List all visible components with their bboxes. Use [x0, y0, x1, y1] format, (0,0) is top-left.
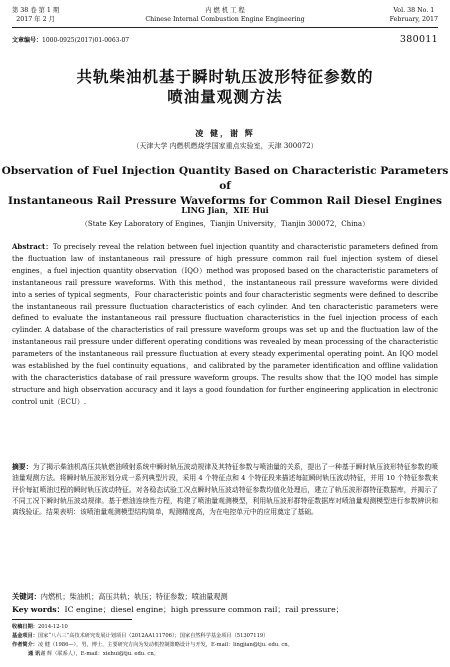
- title-cn-line1: 共轨柴油机基于瞬时轨压波形特征参数的: [76, 67, 374, 86]
- footnote-fund: [12, 632, 438, 640]
- abstract-cn-text: 为了揭示柴油机高压共轨燃油喷射系统中瞬时轨压波动规律及其特征参数与喷油量的关系，提出了一种基于瞬时轨压波形特征参数的喷油量观测方法。将瞬时轨压波形划分成一系列典型片段，采用 4 个特征点和 4 个特征段来描述每缸瞬时轨压波动特征，并用 10 个特征参数来评价每缸喷油过程的瞬时轨压波动特征。对各稳态试验工况点瞬时轨压波动特征参数均值化处理后，建立了轨压波形群特征数据库，并揭示了不同工况下瞬时轨压波动规律。基于燃油连续性方程，构建了喷油量观测模型，利用轨压波形群特征数据库对喷油量观测模型进行参数辨识和离线验证。结果表明：该喷油量观测模型结构简单，观测精度高，为在电控单元中的应用奠定了基础。: [12, 463, 439, 517]
- abstract-en: [12, 241, 438, 409]
- footnote-author2: [28, 650, 438, 658]
- keywords-en-label: Key words：: [12, 605, 65, 614]
- keywords-en: [12, 604, 438, 615]
- author2-label: 通 讯: [28, 651, 41, 657]
- article-number: 1000-0925(2017)01-0063-07: [42, 37, 130, 44]
- issue-date-cn: 2017 年 2 月: [16, 16, 55, 23]
- abstract-cn-label: 摘要：: [12, 463, 33, 471]
- fund-text: 国家“八六三”高技术研究发展计划项目（2012AA111706）；国家自然科学基金项目（51307119）: [37, 633, 269, 639]
- author1-text: 凌 健（1986—），男，博士，主要研究方向为发动机控制策略设计与开发，E-mail：lingjian@tju. edu. cn。: [37, 642, 293, 648]
- abstract-cn: [12, 462, 438, 518]
- date-en: February, 2017: [389, 16, 438, 23]
- author1-label: 作者简介：: [12, 642, 38, 648]
- volume-en: Vol. 38 No. 1: [393, 7, 435, 14]
- authors-en: LING Jian，XIE Hui: [181, 205, 269, 215]
- keywords-cn-text: 内燃机；柴油机；高压共轨；轨压；特征参数；喷油量观测: [40, 592, 228, 601]
- header-rule: [12, 27, 438, 28]
- title-en-line2: Instantaneous Rail Pressure Waveforms for Common Rail Diesel Engines: [8, 195, 442, 207]
- keywords-en-text: IC engine；diesel engine；high pressure common rail；rail pressure；: [64, 605, 344, 614]
- author2-text: 谢 辉（联系人），E-mail：xiehui@tju. edu. cn。: [40, 651, 159, 657]
- affiliation-en: （State Key Laboratory of Engines，Tianjin University，Tianjin 300072，China）: [80, 220, 370, 228]
- keywords-cn: [12, 592, 438, 602]
- issue-volume: 第 38 卷 第 1 期: [12, 7, 60, 14]
- footnote-rule: [12, 619, 132, 620]
- affiliation-cn: （天津大学 内燃机燃烧学国家重点实验室，天津 300072）: [132, 142, 318, 150]
- footnote-author1: [12, 641, 438, 649]
- keywords-cn-label: 关键词：: [12, 592, 41, 601]
- abstract-en-text: To precisely reveal the relation between fuel injection quantity and characteristic parameters defined from the fluctuation law of instantaneous rail pressure of high pressure common rail fuel injection system of diesel engines，a fuel injection quantity observation（IQO）method was proposed based on the characteristic parameters of instantaneous rail pressure waveforms. With this method，the instantaneous rail pressure waveforms were divided into a series of typical segments，Four characteristic points and four characteristic segments were defined to describe the instantaneous rail pressure fluctuation characteristics of each cylinder. And ten characteristic parameters were defined to evaluate the instantaneous rail pressure fluctuation characteristics in the fuel injection process of each cylinder. A database of the characteristics of rail pressure waveform groups was set up and the fluctuation law of the instantaneous rail pressure under different operating conditions was revealed by mean processing of the characteristic parameters of the instantaneous rail pressure fluctuation at every steady experimental operating point. An IQO model was established by the fuel continuity equations，and calibrated by the parameter identification and offline validation with the characteristics database of rail pressure waveform groups. The results show that the IQO model has simple structure and high observation accuracy and it lays a good foundation for further engineering application in electronic control unit（ECU）.: [12, 243, 438, 406]
- title-en: [0, 164, 450, 209]
- received-label: 收稿日期：: [12, 624, 38, 630]
- title-en-line1: Observation of Fuel Injection Quantity Based on Characteristic Parameters of: [1, 165, 449, 192]
- article-number-row: [12, 35, 438, 47]
- fund-label: 基金项目：: [12, 633, 38, 639]
- running-header: [12, 6, 438, 32]
- title-cn: [0, 67, 450, 107]
- issue-info-en: [390, 6, 438, 24]
- journal-name-cn: 内 燃 机 工 程: [205, 7, 245, 14]
- journal-name: [12, 6, 438, 24]
- authors-cn: 凌 健，谢 辉: [195, 128, 255, 138]
- abstract-en-label: Abstract：: [12, 242, 53, 251]
- journal-name-en: Chinese Internal Combustion Engine Engineering: [145, 16, 305, 23]
- page-code: 380011: [399, 34, 438, 45]
- received-date: 2014-12-10: [37, 624, 68, 630]
- title-cn-line2: 喷油量观测方法: [167, 87, 283, 106]
- article-number-label: 文章编号：: [12, 37, 43, 44]
- footnote-received: [12, 623, 438, 631]
